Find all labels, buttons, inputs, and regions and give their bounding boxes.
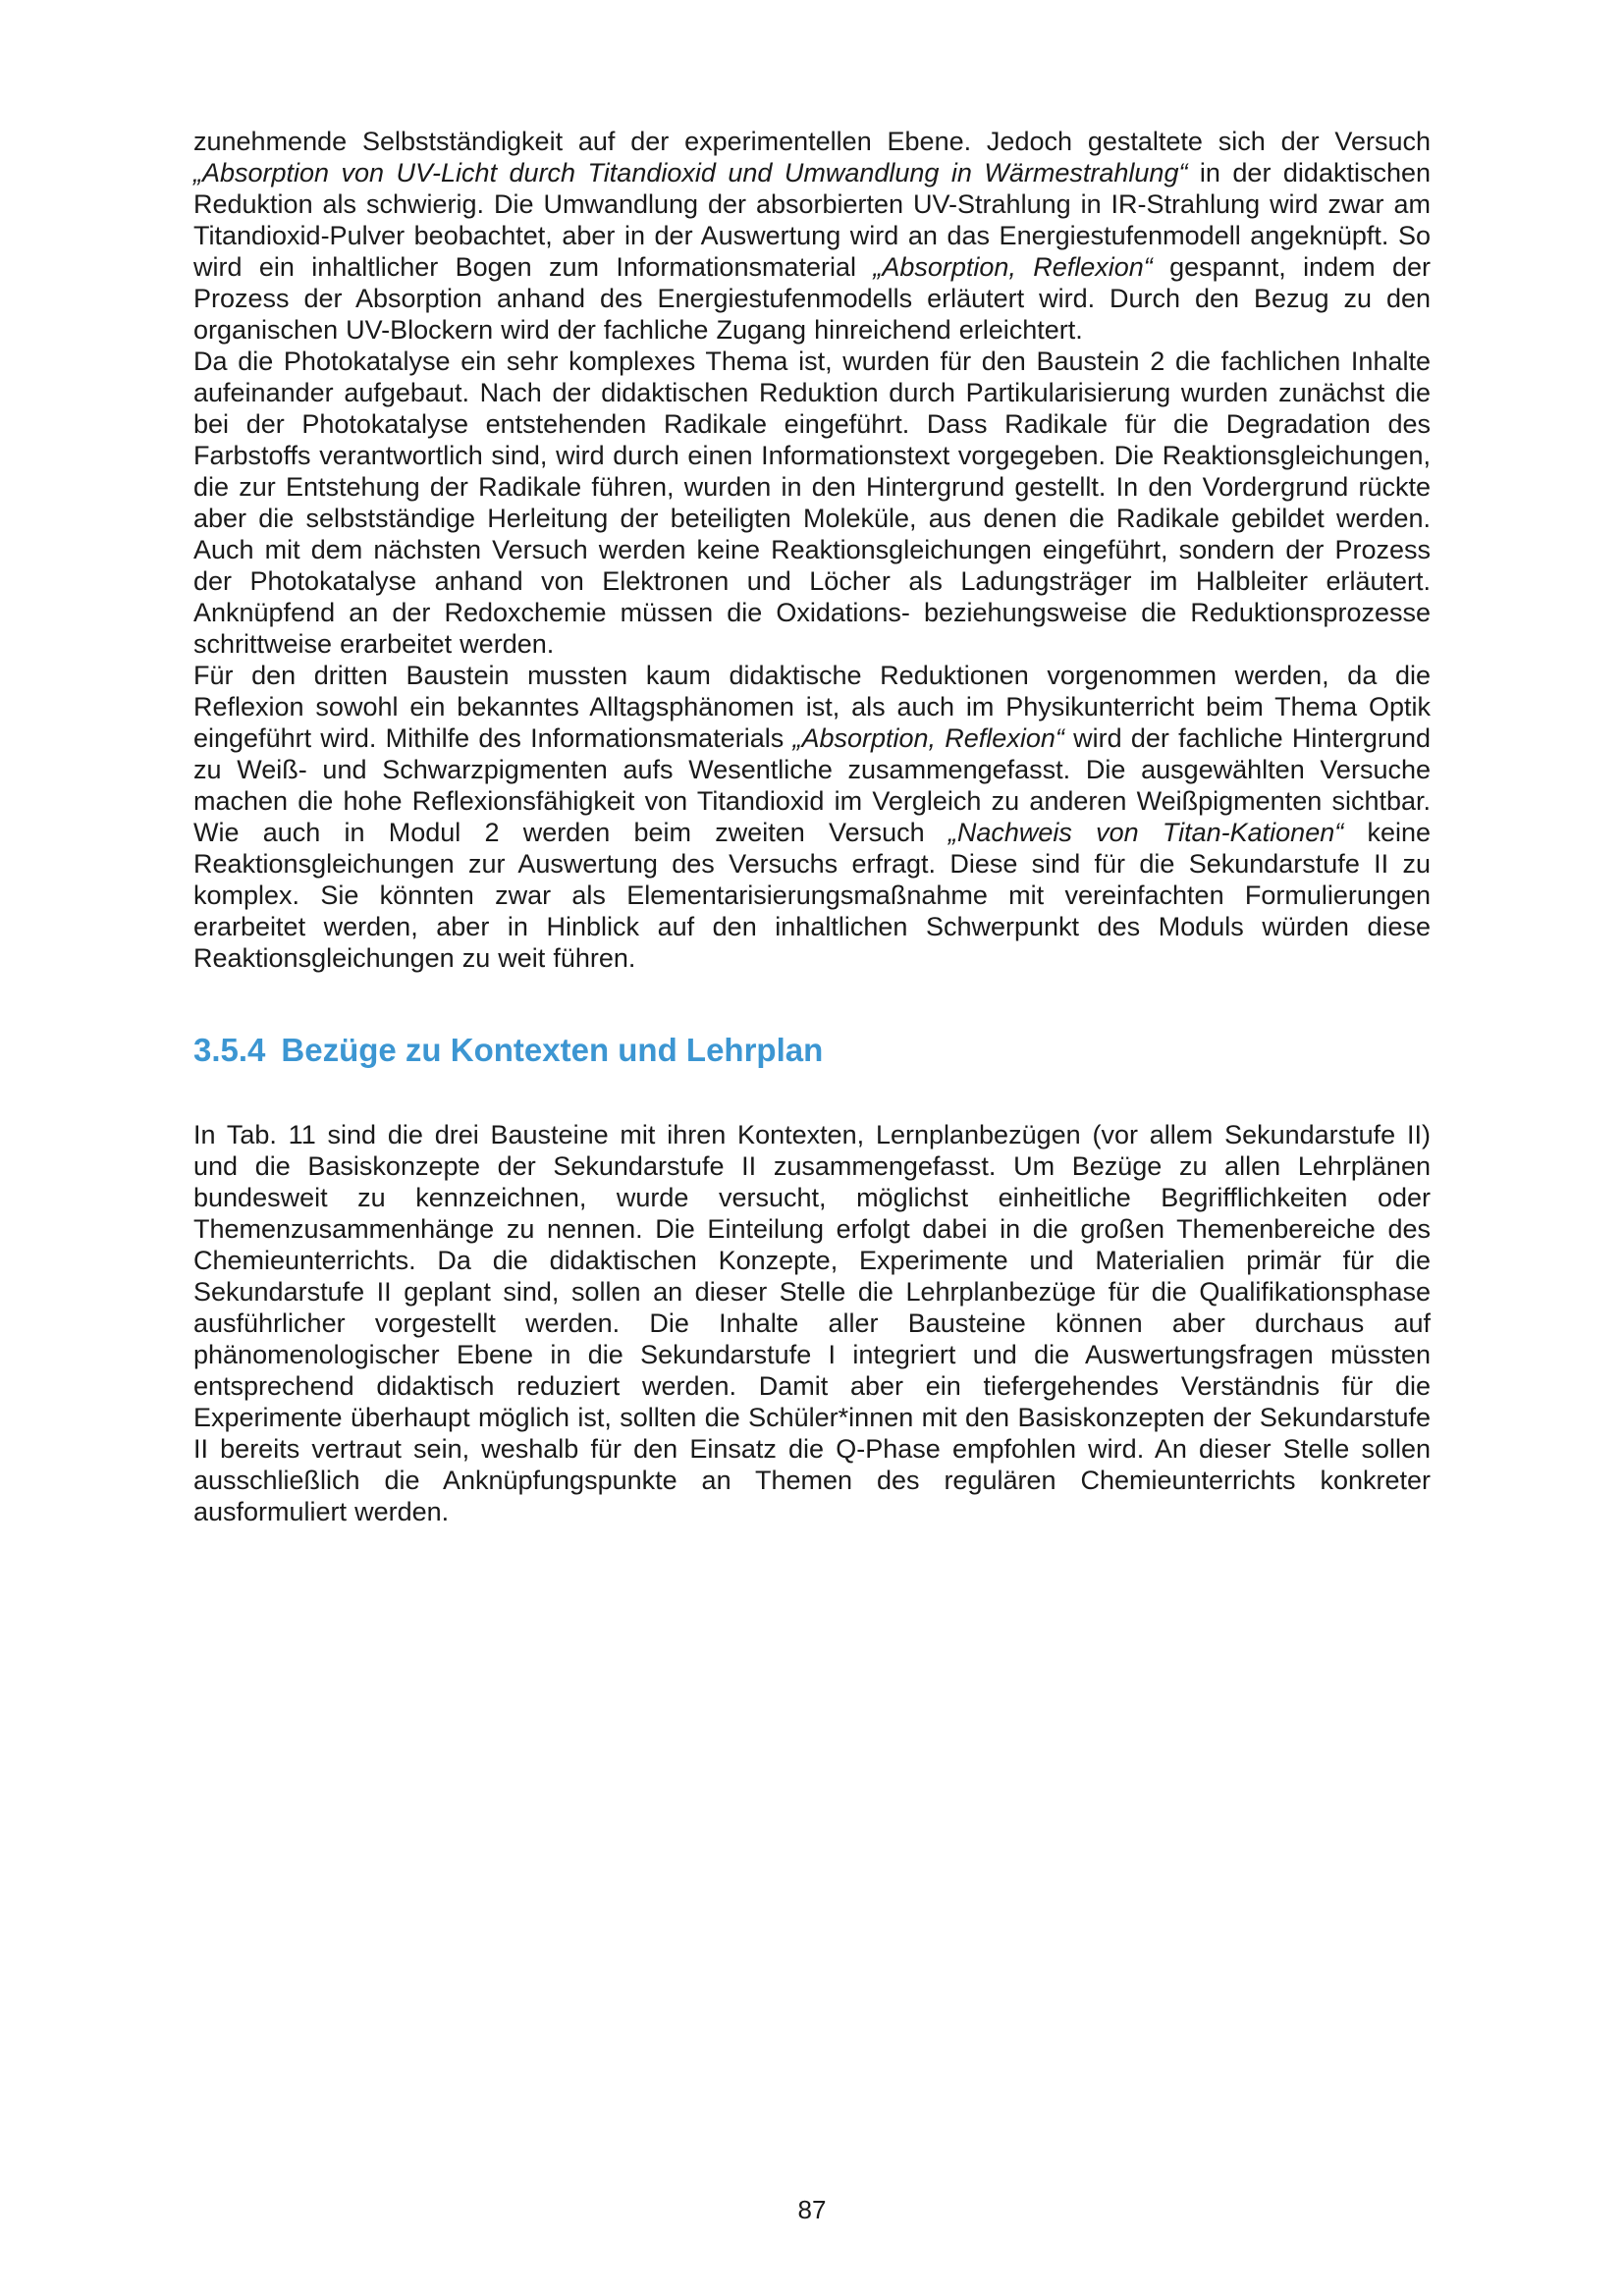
italic-text-run: „Absorption, Reflexion“: [873, 252, 1153, 282]
section-number: 3.5.4: [193, 1032, 266, 1068]
text-run: zunehmende Selbstständigkeit auf der experimentellen Ebene. Jedoch gestaltete sich der Versuch: [193, 127, 1431, 156]
page-content: [193, 126, 1431, 1527]
italic-text-run: „Nachweis von Titan-Kationen“: [947, 818, 1344, 847]
text-run: wird der fachliche Hintergrund zu Weiß- und Schwarzpigmenten aufs Wesentliche zusammengefasst. Die ausgewählten Versuche machen die hohe Reflexionsfähigkeit von Titandioxid im Vergleich zu anderen Weißpigmenten sichtbar. Wie auch in Modul 2 werden beim zweiten Versuch: [193, 723, 1431, 847]
paragraph: [193, 1119, 1431, 1527]
italic-text-run: „Absorption, Reflexion“: [792, 723, 1064, 753]
text-run: keine Reaktionsgleichungen zur Auswertung des Versuchs erfragt. Diese sind für die Sekundarstufe II zu komplex. Sie könnten zwar als Elementarisierungsmaßnahme mit vereinfachten Formulierungen erarbeitet werden, aber in Hinblick auf den inhaltlichen Schwerpunkt des Moduls würden diese Reaktionsgleichungen zu weit führen.: [193, 818, 1432, 973]
text-run: gespannt, indem der Prozess der Absorption anhand des Energiestufenmodells erläutert wird. Durch den Bezug zu den organischen UV-Blockern wird der fachliche Zugang hinreichend erleichtert.: [193, 252, 1431, 345]
paragraph: [193, 126, 1431, 346]
text-run: Für den dritten Baustein mussten kaum didaktische Reduktionen vorgenommen werden, da die Reflexion sowohl ein bekanntes Alltagsphänomen ist, als auch im Physikunterricht beim Thema Optik eingeführt wird. Mithilfe des Informationsmaterials: [193, 661, 1431, 753]
page-footer: [0, 2195, 1624, 2225]
paragraph: [193, 660, 1431, 974]
italic-text-run: „Absorption von UV-Licht durch Titandioxid und Umwandlung in Wärmestrahlung“: [193, 158, 1188, 187]
section-heading: [193, 1031, 1431, 1070]
text-run: in der didaktischen Reduktion als schwierig. Die Umwandlung der absorbierten UV-Strahlung in IR-Strahlung wird zwar am Titandioxid-Pulver beobachtet, aber in der Auswertung wird an das Energiestufenmodell angeknüpft. So wird ein inhaltlicher Bogen zum Informationsmaterial: [193, 158, 1432, 282]
section-title: Bezüge zu Kontexten und Lehrplan: [281, 1032, 824, 1068]
paragraph: [193, 346, 1431, 660]
page-number: 87: [797, 2195, 827, 2224]
text-run: Da die Photokatalyse ein sehr komplexes Thema ist, wurden für den Baustein 2 die fachlichen Inhalte aufeinander aufgebaut. Nach der didaktischen Reduktion durch Partikularisierung wurden zunächst die bei der Photokatalyse entstehenden Radikale eingeführt. Dass Radikale für die Degradation des Farbstoffs verantwortlich sind, wird durch einen Informationstext vorgegeben. Die Reaktionsgleichungen, die zur Entstehung der Radikale führen, wurden in den Hintergrund gestellt. In den Vordergrund rückte aber die selbstständige Herleitung der beteiligten Moleküle, aus denen die Radikale gebildet werden. Auch mit dem nächsten Versuch werden keine Reaktionsgleichungen eingeführt, sondern der Prozess der Photokatalyse anhand von Elektronen und Löcher als Ladungsträger im Halbleiter erläutert. Anknüpfend an der Redoxchemie müssen die Oxidations- beziehungsweise die Reduktionsprozesse schrittweise erarbeitet werden.: [193, 347, 1431, 659]
text-run: In Tab. 11 sind die drei Bausteine mit ihren Kontexten, Lernplanbezügen (vor allem Sekundarstufe II) und die Basiskonzepte der Sekundarstufe II zusammengefasst. Um Bezüge zu allen Lehrplänen bundesweit zu kennzeichnen, wurde versucht, möglichst einheitliche Begrifflichkeiten oder Themenzusammenhänge zu nennen. Die Einteilung erfolgt dabei in die großen Themenbereiche des Chemieunterrichts. Da die didaktischen Konzepte, Experimente und Materialien primär für die Sekundarstufe II geplant sind, sollen an dieser Stelle die Lehrplanbezüge für die Qualifikationsphase ausführlicher vorgestellt werden. Die Inhalte aller Bausteine können aber durchaus auf phänomenologischer Ebene in die Sekundarstufe I integriert und die Auswertungsfragen müssten entsprechend didaktisch reduziert werden. Damit aber ein tiefergehendes Verständnis für die Experimente überhaupt möglich ist, sollten die Schüler*innen mit den Basiskonzepten der Sekundarstufe II bereits vertraut sein, weshalb für den Einsatz die Q-Phase empfohlen wird. An dieser Stelle sollen ausschließlich die Anknüpfungspunkte an Themen des regulären Chemieunterrichts konkreter ausformuliert werden.: [193, 1119, 1431, 1526]
